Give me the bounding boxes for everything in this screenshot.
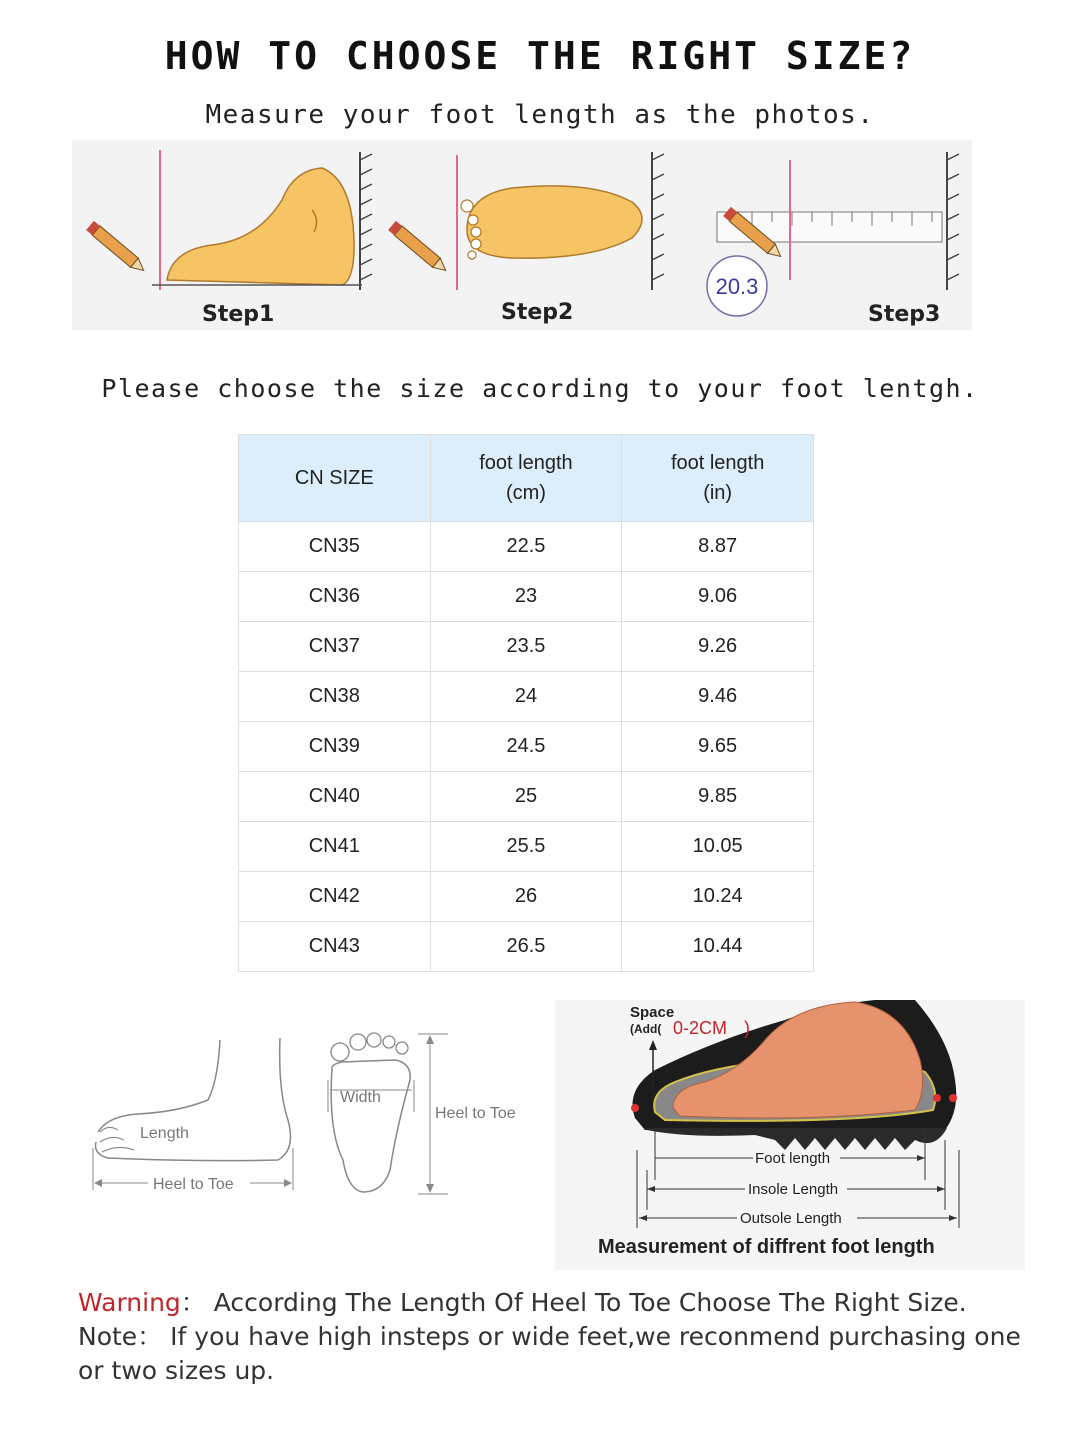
header-foot-length-in-line1: foot length (670, 452, 765, 474)
foot-outline-diagram (78, 1020, 538, 1220)
header-foot-length-cm-line1: foot length (479, 452, 573, 474)
step2-sole-illustration (388, 152, 664, 290)
cell-size: CN40 (239, 772, 431, 822)
note-sep: ： (137, 1322, 163, 1351)
cell-size: CN38 (239, 672, 431, 722)
warning-line (78, 1286, 1038, 1320)
foot-outline-drawing (78, 1020, 538, 1220)
cell-cm: 22.5 (430, 522, 622, 572)
page-subtitle: Measure your foot length as the photos. (205, 100, 875, 130)
cell-in: 9.85 (622, 772, 814, 822)
step1-label: Step1 (202, 302, 275, 327)
add-label: (Add( (630, 1022, 662, 1036)
step2-label: Step2 (501, 300, 574, 325)
shoe-measurement-diagram (555, 1000, 1025, 1270)
table-row (239, 872, 814, 922)
table-row (239, 622, 814, 672)
cell-in: 10.05 (622, 822, 814, 872)
cell-size: CN36 (239, 572, 431, 622)
header-foot-length-in (622, 435, 814, 522)
measure-steps-panel (72, 140, 972, 330)
length-label: Length (140, 1125, 189, 1142)
sole-outline (328, 1033, 448, 1194)
measurement-caption: Measurement of diffrent foot length (598, 1236, 935, 1258)
cell-cm: 26 (430, 872, 622, 922)
cell-cm: 23 (430, 572, 622, 622)
page-title: HOW TO CHOOSE THE RIGHT SIZE? (164, 34, 916, 78)
table-header-row (239, 435, 814, 522)
cell-size: CN43 (239, 922, 431, 972)
cell-cm: 25 (430, 772, 622, 822)
step3-label: Step3 (868, 302, 941, 327)
table-row (239, 922, 814, 972)
size-table (238, 434, 814, 972)
cell-cm: 24.5 (430, 722, 622, 772)
ruler-reading: 20.3 (715, 274, 759, 299)
table-row (239, 772, 814, 822)
insole-length-label: Insole Length (748, 1181, 839, 1198)
note-text: If you have high insteps or wide feet,we reconmend purchasing one or two sizes up. (78, 1322, 1021, 1385)
header-foot-length-cm (430, 435, 622, 522)
table-row (239, 822, 814, 872)
cell-in: 10.44 (622, 922, 814, 972)
warning-label: Warning (78, 1288, 181, 1317)
foot-length-label: Foot length (755, 1150, 831, 1167)
cell-size: CN37 (239, 622, 431, 672)
space-range-close: ) (744, 1018, 750, 1038)
cell-cm: 23.5 (430, 622, 622, 672)
cell-cm: 25.5 (430, 822, 622, 872)
heel-to-toe-label: Heel to Toe (153, 1176, 234, 1193)
cell-cm: 24 (430, 672, 622, 722)
step3-ruler-illustration (707, 152, 959, 316)
heel-to-toe-vertical-label: Heel to Toe (435, 1105, 516, 1122)
cell-in: 9.26 (622, 622, 814, 672)
table-row (239, 522, 814, 572)
cell-size: CN39 (239, 722, 431, 772)
space-label: Space (630, 1004, 675, 1021)
header-cn-size: CN SIZE (239, 435, 431, 522)
warning-text: According The Length Of Heel To Toe Choose The Right Size. (205, 1288, 967, 1317)
cell-size: CN42 (239, 872, 431, 922)
cell-in: 9.46 (622, 672, 814, 722)
note-line (78, 1320, 1038, 1388)
cell-in: 10.24 (622, 872, 814, 922)
cell-in: 9.65 (622, 722, 814, 772)
table-row (239, 722, 814, 772)
table-row (239, 572, 814, 622)
cell-size: CN35 (239, 522, 431, 572)
cell-in: 8.87 (622, 522, 814, 572)
shoe-measurement-drawing (555, 1000, 1025, 1270)
note-label: Note (78, 1322, 138, 1351)
notes-block (78, 1286, 1038, 1388)
warning-sep: ： (180, 1288, 206, 1317)
space-range: 0-2CM (673, 1018, 728, 1038)
cell-in: 9.06 (622, 572, 814, 622)
cell-size: CN41 (239, 822, 431, 872)
width-label: Width (340, 1089, 381, 1106)
instruction-text: Please choose the size according to your foot lentgh. (101, 374, 979, 403)
header-foot-length-cm-line2: (cm) (505, 482, 546, 504)
table-row (239, 672, 814, 722)
cell-cm: 26.5 (430, 922, 622, 972)
outsole-length-label: Outsole Length (740, 1210, 842, 1227)
step1-foot-illustration (86, 150, 372, 290)
header-foot-length-in-line2: (in) (703, 482, 733, 504)
